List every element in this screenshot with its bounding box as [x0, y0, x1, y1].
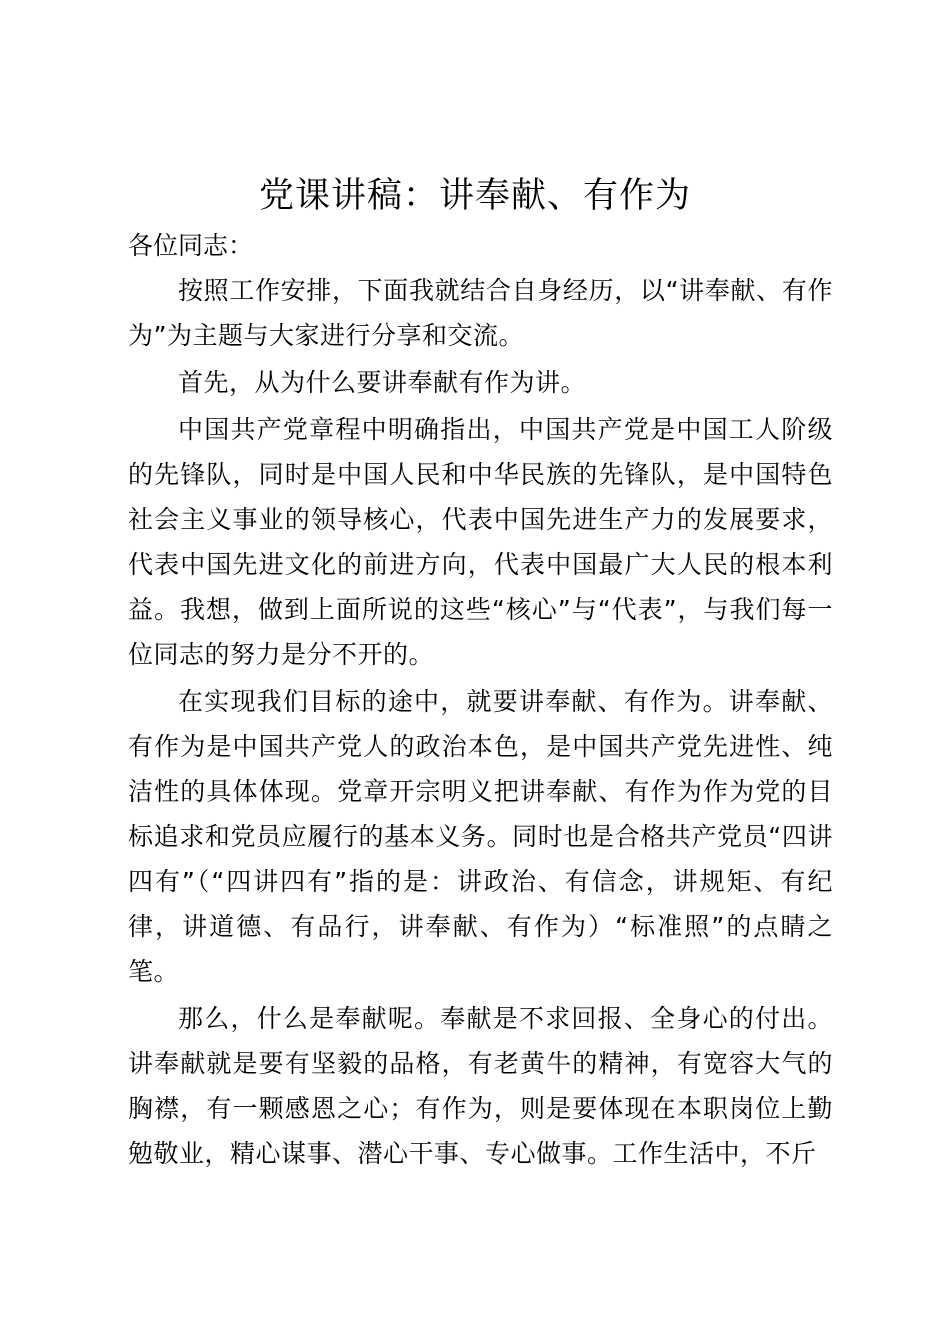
document-title: 党课讲稿：讲奉献、有作为 — [258, 176, 691, 216]
paragraph: 那么，什么是奉献呢。奉献是不求回报、全身心的付出。讲奉献就是要有坚毅的品格，有老黄牛的精神，有宽容大气的胸襟，有一颗感恩之心；有作为，则是要体现在本职岗位上勤勉敬业，精心谋事、潜心干事、专心做事。工作生活中，不斤 — [128, 1004, 833, 1168]
paragraph: 在实现我们目标的途中，就要讲奉献、有作为。讲奉献、有作为是中国共产党人的政治本色，是中国共产党先进性、纯洁性的具体体现。党章开宗明义把讲奉献、有作为作为党的目标追求和党员应履行的基本义务。同时也是合格共产党员“四讲四有”（“四讲四有”指的是：讲政治、有信念，讲规矩、有纪律，讲道德、有品行，讲奉献、有作为）“标准照”的点睛之笔。 — [128, 687, 833, 986]
document-body — [128, 268, 833, 1178]
salutation: 各位同志： — [128, 231, 254, 260]
paragraph: 按照工作安排，下面我就结合自身经历，以“讲奉献、有作为”为主题与大家进行分享和交流。 — [128, 276, 833, 350]
paragraph: 首先，从为什么要讲奉献有作为讲。 — [178, 368, 587, 397]
paragraph: 中国共产党章程中明确指出，中国共产党是中国工人阶级的先锋队，同时是中国人民和中华民族的先锋队，是中国特色社会主义事业的领导核心，代表中国先进生产力的发展要求，代表中国先进文化的前进方向，代表中国最广大人民的根本利益。我想，做到上面所说的这些“核心”与“代表”，与我们每一位同志的努力是分不开的。 — [128, 415, 833, 669]
